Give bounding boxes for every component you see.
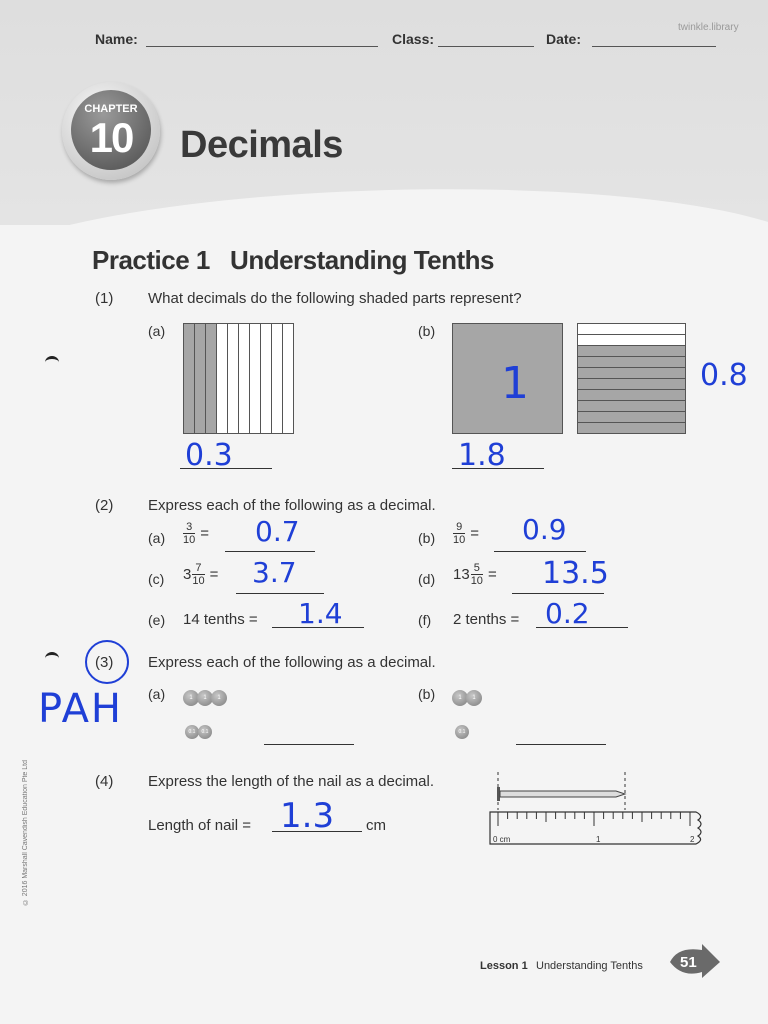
q1b-tenths-grid: [577, 323, 687, 435]
q2b-label: (b): [418, 530, 436, 546]
q1a-label: (a): [148, 323, 166, 339]
q4-answer: 1.3: [280, 796, 335, 836]
q2a-answer-line[interactable]: [225, 551, 315, 552]
page-number: 51: [680, 954, 697, 971]
q2d-answer: 13.5: [542, 556, 609, 591]
chapter-label: CHAPTER: [84, 103, 138, 115]
q2d-expression: 13 $\frac{5}{10}$ =: [453, 562, 497, 587]
q4-unit: cm: [366, 817, 386, 834]
q2f-text: 2 tenths =: [453, 611, 520, 628]
tenth-strip: [250, 324, 261, 434]
q4-number: (4): [95, 773, 114, 790]
q2a-label: (a): [148, 530, 166, 546]
shaded-tenth-strip: [578, 390, 686, 401]
q3-note: PAH: [38, 686, 124, 732]
shaded-tenth-strip: [578, 379, 686, 390]
q1a-answer-line[interactable]: [180, 468, 272, 469]
tenth-strip: [578, 335, 686, 346]
shaded-tenth-strip: [206, 324, 217, 434]
chapter-title: Decimals: [180, 124, 343, 166]
q3-number: (3): [95, 654, 114, 671]
q3b-coins-tenths: [455, 725, 469, 739]
q1b-answer: 1.8: [458, 438, 506, 473]
q4-answer-line[interactable]: [272, 831, 362, 832]
q4-text: Express the length of the nail as a decimal.: [148, 773, 434, 790]
q3-text: Express each of the following as a decimal.: [148, 654, 436, 671]
coin-one-icon: 1: [466, 690, 482, 706]
q2f-label: (f): [418, 612, 432, 628]
ruler-zero-label: 0 cm: [493, 835, 511, 844]
q2f-answer: 0.2: [545, 597, 590, 630]
q2b-answer-line[interactable]: [494, 551, 586, 552]
tenth-strip: [228, 324, 239, 434]
q2d-label: (d): [418, 571, 436, 587]
margin-mark: [45, 356, 59, 369]
class-field[interactable]: [438, 46, 534, 47]
q2b-answer: 0.9: [522, 513, 567, 546]
q3b-label: (b): [418, 686, 436, 702]
q2e-answer-line[interactable]: [272, 627, 364, 628]
coin-one-icon: 1: [197, 690, 213, 706]
date-label: Date:: [546, 31, 582, 47]
name-label: Name:: [95, 31, 138, 47]
q1-text: What decimals do the following shaded parts represent?: [148, 290, 522, 307]
q2b-expression: $\frac{9}{10}$ =: [453, 521, 480, 546]
coin-tenth-icon: 0.1: [198, 725, 212, 739]
coin-tenth-icon: 0.1: [185, 725, 199, 739]
q3a-coins-ones: [183, 690, 227, 706]
coin-one-icon: 1: [452, 690, 468, 706]
q2c-label: (c): [148, 571, 165, 587]
q2a-answer: 0.7: [255, 515, 300, 548]
q2-number: (2): [95, 497, 114, 514]
tenth-strip: [283, 324, 294, 434]
tenth-strip: [217, 324, 228, 434]
q2c-answer: 3.7: [252, 556, 297, 589]
practice-title: Practice 1 Understanding Tenths: [92, 245, 495, 275]
q2d-answer-line[interactable]: [512, 593, 604, 594]
q2a-expression: $\frac{3}{10}$ =: [183, 521, 210, 546]
tenth-strip: [272, 324, 283, 434]
coin-one-icon: 1: [211, 690, 227, 706]
q3a-answer-line[interactable]: [264, 744, 354, 745]
q2e-text: 14 tenths =: [183, 611, 258, 628]
shaded-tenth-strip: [184, 324, 195, 434]
copyright-text: © 2016 Marshall Cavendish Education Pte Ltd: [22, 760, 29, 906]
chapter-number: 10: [89, 114, 133, 161]
footer-lesson: Lesson 1: [480, 960, 528, 972]
tenth-strip: [261, 324, 272, 434]
watermark: twinkle.library: [678, 22, 739, 33]
q4-length-label: Length of nail =: [148, 817, 252, 834]
q2c-expression: 3 $\frac{7}{10}$ =: [183, 562, 219, 587]
q1-number: (1): [95, 290, 114, 307]
q3b-answer-line[interactable]: [516, 744, 606, 745]
date-field[interactable]: [592, 46, 716, 47]
nail-ruler-diagram: [488, 770, 712, 858]
shaded-tenth-strip: [195, 324, 206, 434]
q2e-label: (e): [148, 612, 166, 628]
q2f-answer-line[interactable]: [536, 627, 628, 628]
ruler-one-label: 1: [596, 835, 601, 844]
q3b-coins-ones: [452, 690, 482, 706]
q1b-label: (b): [418, 323, 436, 339]
shaded-tenth-strip: [578, 357, 686, 368]
q1a-tenths-grid: [183, 323, 295, 435]
class-label: Class:: [392, 31, 435, 47]
shaded-tenth-strip: [578, 423, 686, 434]
q1b-square-note: 1: [501, 358, 529, 409]
q3a-coins-tenths: [185, 725, 212, 739]
q2c-answer-line[interactable]: [236, 593, 324, 594]
coin-one-icon: 1: [183, 690, 199, 706]
q3a-label: (a): [148, 686, 166, 702]
shaded-tenth-strip: [578, 368, 686, 379]
shaded-tenth-strip: [578, 412, 686, 423]
q2e-answer: 1.4: [298, 597, 343, 630]
q1b-side-note: 0.8: [700, 358, 748, 393]
shaded-tenth-strip: [578, 401, 686, 412]
q2-text: Express each of the following as a decimal.: [148, 497, 436, 514]
shaded-tenth-strip: [578, 346, 686, 357]
coin-tenth-icon: 0.1: [455, 725, 469, 739]
q1b-answer-line[interactable]: [452, 468, 544, 469]
q1a-answer: 0.3: [185, 438, 233, 473]
ruler-two-label: 2: [690, 835, 695, 844]
footer-lesson-title: Understanding Tenths: [536, 960, 643, 972]
tenth-strip: [578, 324, 686, 335]
q3-tick-mark: [45, 652, 59, 665]
name-field[interactable]: [146, 46, 378, 47]
tenth-strip: [239, 324, 250, 434]
